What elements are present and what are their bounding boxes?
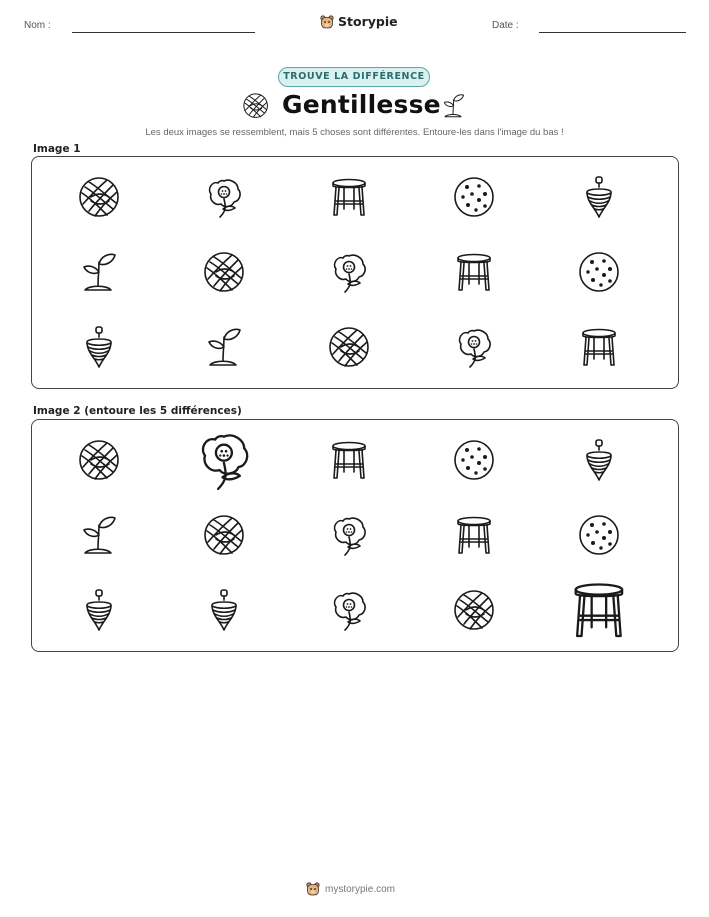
- flower-icon: [327, 588, 371, 632]
- bear-icon: [320, 15, 334, 29]
- cookie-icon: [577, 513, 621, 557]
- cookie-icon: [577, 250, 621, 294]
- spinning-top-icon: [577, 438, 621, 482]
- yarn-ball-icon: [77, 175, 121, 219]
- grid-cell[interactable]: [77, 438, 121, 486]
- grid-cell[interactable]: [327, 513, 371, 561]
- flower-icon: [327, 513, 371, 557]
- yarn-ball-icon: [327, 325, 371, 369]
- flower-icon: [202, 175, 246, 219]
- image1-label: Image 1: [33, 143, 81, 155]
- grid-cell[interactable]: [77, 588, 121, 636]
- grid-cell[interactable]: [452, 588, 496, 636]
- grid-cell[interactable]: [327, 588, 371, 636]
- title-sprout-icon: [440, 92, 467, 123]
- grid-cell[interactable]: [577, 513, 621, 561]
- sprout-icon: [440, 92, 467, 119]
- grid-cell[interactable]: [452, 513, 496, 561]
- grid-cell[interactable]: [452, 438, 496, 486]
- date-line[interactable]: [539, 32, 686, 33]
- footer-url: mystorypie.com: [325, 883, 396, 895]
- spinning-top-icon: [77, 325, 121, 369]
- stool-icon: [327, 438, 371, 482]
- name-line[interactable]: [72, 32, 255, 33]
- title-yarn-icon: [242, 92, 269, 123]
- image1-panel: [31, 156, 679, 389]
- stool-icon: [452, 250, 496, 294]
- grid-cell: [327, 250, 371, 298]
- brand-logo: [320, 14, 398, 29]
- bear-icon: [306, 882, 320, 896]
- grid-cell[interactable]: [567, 578, 631, 646]
- grid-cell[interactable]: [327, 438, 371, 486]
- grid-cell: [577, 175, 621, 223]
- yarn-ball-icon: [452, 588, 496, 632]
- date-label: Date :: [492, 20, 519, 31]
- sprout-icon: [77, 250, 121, 294]
- stool-icon: [577, 325, 621, 369]
- grid-cell: [452, 175, 496, 223]
- grid-cell: [327, 175, 371, 223]
- spinning-top-icon: [202, 588, 246, 632]
- yarn-ball-icon: [202, 250, 246, 294]
- image2-panel[interactable]: [31, 419, 679, 652]
- grid-cell[interactable]: [192, 428, 256, 496]
- stool-icon: [327, 175, 371, 219]
- brand-name: Storypie: [338, 14, 398, 29]
- grid-cell: [452, 325, 496, 373]
- grid-cell: [452, 250, 496, 298]
- grid-cell[interactable]: [202, 513, 246, 561]
- sprout-icon: [202, 325, 246, 369]
- page-title: Gentillesse: [282, 90, 441, 119]
- instructions: Les deux images se ressemblent, mais 5 choses sont différentes. Entoure-les dans l'image du bas !: [145, 127, 564, 138]
- yarn-ball-icon: [202, 513, 246, 557]
- grid-cell: [77, 250, 121, 298]
- grid-cell: [202, 250, 246, 298]
- yarn-ball-icon: [242, 92, 269, 119]
- cookie-icon: [452, 175, 496, 219]
- flower-icon: [452, 325, 496, 369]
- grid-cell: [77, 325, 121, 373]
- spinning-top-icon: [77, 588, 121, 632]
- grid-cell: [202, 175, 246, 223]
- name-label: Nom :: [24, 20, 51, 31]
- stool-icon: [452, 513, 496, 557]
- yarn-ball-icon: [77, 438, 121, 482]
- flower-icon: [192, 428, 256, 492]
- grid-cell[interactable]: [77, 513, 121, 561]
- activity-badge: TROUVE LA DIFFÉRENCE: [278, 67, 430, 87]
- cookie-icon: [452, 438, 496, 482]
- grid-cell: [202, 325, 246, 373]
- grid-cell[interactable]: [202, 588, 246, 636]
- grid-cell: [577, 250, 621, 298]
- grid-cell[interactable]: [577, 438, 621, 486]
- sprout-icon: [77, 513, 121, 557]
- image2-label: Image 2 (entoure les 5 différences): [33, 405, 242, 417]
- footer: [306, 882, 395, 896]
- spinning-top-icon: [577, 175, 621, 219]
- grid-cell: [577, 325, 621, 373]
- stool-icon: [567, 578, 631, 642]
- grid-cell: [327, 325, 371, 373]
- grid-cell: [77, 175, 121, 223]
- flower-icon: [327, 250, 371, 294]
